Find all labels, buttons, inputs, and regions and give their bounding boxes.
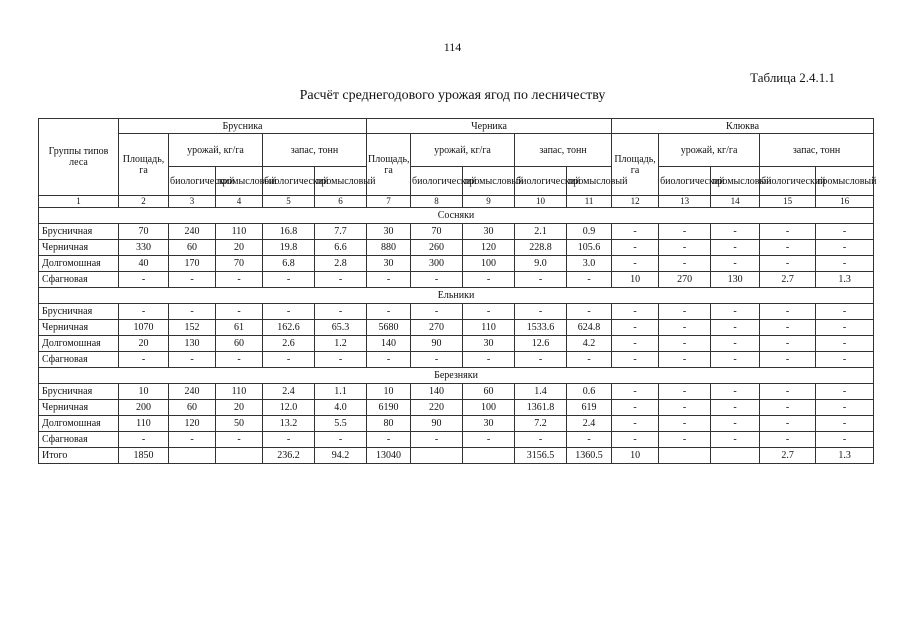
table-cell: - — [515, 272, 567, 288]
table-cell: - — [612, 320, 659, 336]
table-cell: - — [169, 432, 216, 448]
table-cell: 1.4 — [515, 384, 567, 400]
group-row — [39, 368, 874, 384]
column-number: 1 — [39, 196, 119, 208]
row-label: Сфагновая — [39, 352, 119, 368]
table-cell: 4.0 — [315, 400, 367, 416]
table-row — [39, 384, 874, 400]
table-cell: 2.4 — [567, 416, 612, 432]
table-cell: 90 — [411, 416, 463, 432]
table-cell: 60 — [169, 240, 216, 256]
total-cell: 10 — [612, 448, 659, 464]
table-cell: - — [216, 272, 263, 288]
table-cell: - — [411, 272, 463, 288]
blueberry-yield-com-header: промысловый — [463, 167, 515, 196]
table-cell: - — [515, 432, 567, 448]
table-cell: 5.5 — [315, 416, 367, 432]
table-cell: - — [567, 272, 612, 288]
row-label: Черничная — [39, 320, 119, 336]
table-cell: 30 — [463, 336, 515, 352]
table-cell: 65.3 — [315, 320, 367, 336]
cranberry-stock-bio-header: биологический — [760, 167, 816, 196]
table-cell: - — [711, 240, 760, 256]
table-cell: 30 — [463, 416, 515, 432]
table-cell: 30 — [463, 224, 515, 240]
table-cell: - — [169, 352, 216, 368]
row-label: Долгомошная — [39, 256, 119, 272]
cowberry-yield-com-header: промысловый — [216, 167, 263, 196]
table-cell: - — [816, 320, 874, 336]
row-label: Сфагновая — [39, 272, 119, 288]
table-cell: - — [659, 304, 711, 320]
table-cell: 5680 — [367, 320, 411, 336]
table-row — [39, 432, 874, 448]
table-cell: 2.7 — [760, 272, 816, 288]
table-cell: - — [315, 352, 367, 368]
cranberry-yield-bio-header: биологический — [659, 167, 711, 196]
forest-type-header: Группы типов леса — [39, 119, 119, 196]
table-cell: 110 — [216, 384, 263, 400]
row-label: Сфагновая — [39, 432, 119, 448]
table-cell: 240 — [169, 384, 216, 400]
cranberry-yield-com-header: промысловый — [711, 167, 760, 196]
group-title: Березняки — [39, 368, 874, 384]
table-cell: 152 — [169, 320, 216, 336]
cowberry-stock-bio-header: биологический — [263, 167, 315, 196]
table-cell: 270 — [659, 272, 711, 288]
table-cell: - — [760, 224, 816, 240]
total-cell — [216, 448, 263, 464]
table-cell: 105.6 — [567, 240, 612, 256]
table-cell: - — [567, 304, 612, 320]
column-number: 6 — [315, 196, 367, 208]
table-cell: 12.6 — [515, 336, 567, 352]
table-cell: 2.1 — [515, 224, 567, 240]
table-cell: - — [816, 352, 874, 368]
table-cell: - — [659, 224, 711, 240]
table-cell: 619 — [567, 400, 612, 416]
column-number: 12 — [612, 196, 659, 208]
total-cell — [411, 448, 463, 464]
table-cell: - — [612, 352, 659, 368]
column-number: 9 — [463, 196, 515, 208]
total-cell: 3156.5 — [515, 448, 567, 464]
table-cell: - — [760, 352, 816, 368]
table-cell: 16.8 — [263, 224, 315, 240]
table-cell: - — [760, 416, 816, 432]
table-cell: 130 — [169, 336, 216, 352]
blueberry-stock-header: запас, тонн — [515, 134, 612, 167]
table-cell: - — [119, 304, 169, 320]
table-cell: 240 — [169, 224, 216, 240]
table-cell: - — [119, 432, 169, 448]
blueberry-yield-bio-header: биологический — [411, 167, 463, 196]
table-cell: 2.4 — [263, 384, 315, 400]
table-cell: - — [612, 400, 659, 416]
table-cell: - — [711, 400, 760, 416]
table-cell: - — [760, 304, 816, 320]
table-cell: 330 — [119, 240, 169, 256]
table-cell: - — [263, 304, 315, 320]
column-number: 4 — [216, 196, 263, 208]
table-cell: 120 — [463, 240, 515, 256]
table-cell: - — [119, 352, 169, 368]
table-cell: 20 — [216, 400, 263, 416]
column-number: 10 — [515, 196, 567, 208]
table-cell: 0.9 — [567, 224, 612, 240]
table-cell: - — [263, 352, 315, 368]
table-cell: - — [216, 352, 263, 368]
total-cell: 1.3 — [816, 448, 874, 464]
total-cell — [169, 448, 216, 464]
cranberry-yield-header: урожай, кг/га — [659, 134, 760, 167]
total-cell — [711, 448, 760, 464]
table-cell: - — [119, 272, 169, 288]
column-number: 7 — [367, 196, 411, 208]
table-cell: - — [816, 304, 874, 320]
table-cell: - — [659, 384, 711, 400]
table-cell: - — [659, 416, 711, 432]
cowberry-stock-com-header: промысловый — [315, 167, 367, 196]
cranberry-stock-com-header: промысловый — [816, 167, 874, 196]
table-cell: - — [659, 432, 711, 448]
table-cell: - — [463, 304, 515, 320]
total-cell: 2.7 — [760, 448, 816, 464]
table-row — [39, 304, 874, 320]
table-cell: - — [711, 336, 760, 352]
table-cell: 6190 — [367, 400, 411, 416]
row-label: Брусничная — [39, 304, 119, 320]
table-cell: - — [612, 384, 659, 400]
table-cell: - — [711, 256, 760, 272]
table-row — [39, 400, 874, 416]
total-cell — [463, 448, 515, 464]
table-cell: - — [711, 320, 760, 336]
group-row — [39, 288, 874, 304]
table-cell: - — [659, 320, 711, 336]
table-cell: 170 — [169, 256, 216, 272]
table-cell: - — [367, 352, 411, 368]
table-cell: 100 — [463, 400, 515, 416]
table-cell: 80 — [367, 416, 411, 432]
table-cell: 7.7 — [315, 224, 367, 240]
table-cell: - — [816, 400, 874, 416]
table-label: Таблица 2.4.1.1 — [750, 70, 835, 85]
table-cell: - — [367, 304, 411, 320]
total-label: Итого — [39, 448, 119, 464]
table-cell: 90 — [411, 336, 463, 352]
cowberry-yield-header: урожай, кг/га — [169, 134, 263, 167]
page-number: 114 — [443, 40, 462, 54]
table-cell: 110 — [119, 416, 169, 432]
table-cell: - — [367, 432, 411, 448]
column-number: 2 — [119, 196, 169, 208]
table-cell: - — [760, 384, 816, 400]
table-cell: 19.8 — [263, 240, 315, 256]
table-cell: 1.2 — [315, 336, 367, 352]
table-row — [39, 256, 874, 272]
blueberry-header: Черника — [367, 119, 612, 134]
table-cell: - — [816, 336, 874, 352]
table-row — [39, 224, 874, 240]
total-row — [39, 448, 874, 464]
table-cell: 20 — [119, 336, 169, 352]
table-cell: 13.2 — [263, 416, 315, 432]
cranberry-header: Клюква — [612, 119, 874, 134]
table-cell: 10 — [119, 384, 169, 400]
table-cell: - — [711, 432, 760, 448]
table-cell: 140 — [367, 336, 411, 352]
total-cell — [659, 448, 711, 464]
table-cell: - — [816, 224, 874, 240]
table-cell: - — [816, 240, 874, 256]
total-cell: 1360.5 — [567, 448, 612, 464]
table-cell: 60 — [463, 384, 515, 400]
table-cell: 220 — [411, 400, 463, 416]
table-cell: 880 — [367, 240, 411, 256]
blueberry-stock-bio-header: биологический — [515, 167, 567, 196]
table-cell: - — [367, 272, 411, 288]
table-cell: - — [659, 352, 711, 368]
table-cell: 300 — [411, 256, 463, 272]
row-label: Черничная — [39, 400, 119, 416]
table-cell: - — [315, 272, 367, 288]
table-cell: 624.8 — [567, 320, 612, 336]
table-cell: - — [816, 432, 874, 448]
table-cell: 140 — [411, 384, 463, 400]
table-cell: - — [567, 432, 612, 448]
table-row — [39, 352, 874, 368]
total-cell: 236.2 — [263, 448, 315, 464]
table-row — [39, 416, 874, 432]
blueberry-stock-com-header: промысловый — [567, 167, 612, 196]
berry-yield-table — [38, 118, 877, 464]
table-cell: - — [711, 384, 760, 400]
table-cell: - — [612, 304, 659, 320]
row-label: Черничная — [39, 240, 119, 256]
blueberry-yield-header: урожай, кг/га — [411, 134, 515, 167]
table-cell: - — [760, 400, 816, 416]
table-cell: - — [567, 352, 612, 368]
cowberry-yield-bio-header: биологический — [169, 167, 216, 196]
table-cell: 30 — [367, 224, 411, 240]
table-cell: - — [612, 432, 659, 448]
table-cell: - — [711, 224, 760, 240]
table-cell: 60 — [169, 400, 216, 416]
group-title: Сосняки — [39, 208, 874, 224]
table-cell: 50 — [216, 416, 263, 432]
table-cell: - — [612, 336, 659, 352]
table-cell: 120 — [169, 416, 216, 432]
table-cell: 20 — [216, 240, 263, 256]
table-cell: - — [816, 416, 874, 432]
table-cell: - — [612, 224, 659, 240]
group-title: Ельники — [39, 288, 874, 304]
table-cell: - — [711, 352, 760, 368]
table-cell: - — [612, 256, 659, 272]
column-number: 3 — [169, 196, 216, 208]
table-cell: - — [411, 352, 463, 368]
column-number-row — [39, 196, 874, 208]
table-row — [39, 272, 874, 288]
table-cell: - — [711, 304, 760, 320]
table-cell: 70 — [411, 224, 463, 240]
table-cell: 4.2 — [567, 336, 612, 352]
table-cell: - — [659, 400, 711, 416]
table-cell: - — [760, 432, 816, 448]
table-cell: - — [263, 272, 315, 288]
table-cell: - — [315, 432, 367, 448]
row-label: Долгомошная — [39, 416, 119, 432]
table-cell: 110 — [216, 224, 263, 240]
column-number: 5 — [263, 196, 315, 208]
table-cell: - — [169, 304, 216, 320]
column-number: 13 — [659, 196, 711, 208]
table-cell: 7.2 — [515, 416, 567, 432]
table-cell: 10 — [612, 272, 659, 288]
column-number: 8 — [411, 196, 463, 208]
table-cell: 1.3 — [816, 272, 874, 288]
table-cell: 1533.6 — [515, 320, 567, 336]
table-cell: 3.0 — [567, 256, 612, 272]
table-cell: 1.1 — [315, 384, 367, 400]
table-cell: 228.8 — [515, 240, 567, 256]
table-cell: - — [411, 432, 463, 448]
table-row — [39, 240, 874, 256]
total-cell: 94.2 — [315, 448, 367, 464]
table-cell: 40 — [119, 256, 169, 272]
table-cell: 6.6 — [315, 240, 367, 256]
table-cell: 10 — [367, 384, 411, 400]
table-cell: 130 — [711, 272, 760, 288]
table-cell: 6.8 — [263, 256, 315, 272]
table-cell: - — [816, 256, 874, 272]
table-cell: - — [216, 304, 263, 320]
table-cell: - — [760, 256, 816, 272]
table-cell: - — [659, 336, 711, 352]
table-cell: 70 — [119, 224, 169, 240]
table-cell: 70 — [216, 256, 263, 272]
total-cell: 1850 — [119, 448, 169, 464]
row-label: Брусничная — [39, 224, 119, 240]
table-cell: - — [315, 304, 367, 320]
row-label: Долгомошная — [39, 336, 119, 352]
table-cell: - — [659, 256, 711, 272]
table-cell: - — [816, 384, 874, 400]
table-cell: - — [169, 272, 216, 288]
table-cell: - — [515, 304, 567, 320]
group-row — [39, 208, 874, 224]
blueberry-area-header: Площадь, га — [367, 134, 411, 196]
table-cell: - — [659, 240, 711, 256]
cranberry-area-header: Площадь, га — [612, 134, 659, 196]
table-cell: - — [515, 352, 567, 368]
table-cell: 162.6 — [263, 320, 315, 336]
table-body — [39, 196, 874, 464]
column-number: 15 — [760, 196, 816, 208]
table-cell: - — [612, 416, 659, 432]
table-cell: 12.0 — [263, 400, 315, 416]
table-row — [39, 336, 874, 352]
cowberry-area-header: Площадь, га — [119, 134, 169, 196]
table-cell: 1361.8 — [515, 400, 567, 416]
table-cell: 9.0 — [515, 256, 567, 272]
column-number: 14 — [711, 196, 760, 208]
table-cell: - — [760, 336, 816, 352]
cowberry-stock-header: запас, тонн — [263, 134, 367, 167]
table-cell: - — [463, 272, 515, 288]
table-cell: - — [760, 320, 816, 336]
table-cell: 2.8 — [315, 256, 367, 272]
document-title: Расчёт среднегодового урожая ягод по лесничеству — [299, 88, 606, 103]
table-cell: 60 — [216, 336, 263, 352]
total-cell: 13040 — [367, 448, 411, 464]
row-label: Брусничная — [39, 384, 119, 400]
table-cell: - — [711, 416, 760, 432]
table-cell: - — [263, 432, 315, 448]
column-number: 16 — [816, 196, 874, 208]
column-number: 11 — [567, 196, 612, 208]
table-cell: - — [411, 304, 463, 320]
table-cell: - — [612, 240, 659, 256]
cowberry-header: Брусника — [119, 119, 367, 134]
table-cell: 100 — [463, 256, 515, 272]
table-row — [39, 320, 874, 336]
table-cell: - — [463, 352, 515, 368]
cranberry-stock-header: запас, тонн — [760, 134, 874, 167]
table-cell: 270 — [411, 320, 463, 336]
table-cell: 1070 — [119, 320, 169, 336]
table-cell: 61 — [216, 320, 263, 336]
table-cell: 0.6 — [567, 384, 612, 400]
table-cell: 260 — [411, 240, 463, 256]
table-cell: - — [216, 432, 263, 448]
table-cell: 2.6 — [263, 336, 315, 352]
table-cell: 200 — [119, 400, 169, 416]
table-cell: 110 — [463, 320, 515, 336]
table-cell: - — [463, 432, 515, 448]
table-cell: 30 — [367, 256, 411, 272]
table-cell: - — [760, 240, 816, 256]
